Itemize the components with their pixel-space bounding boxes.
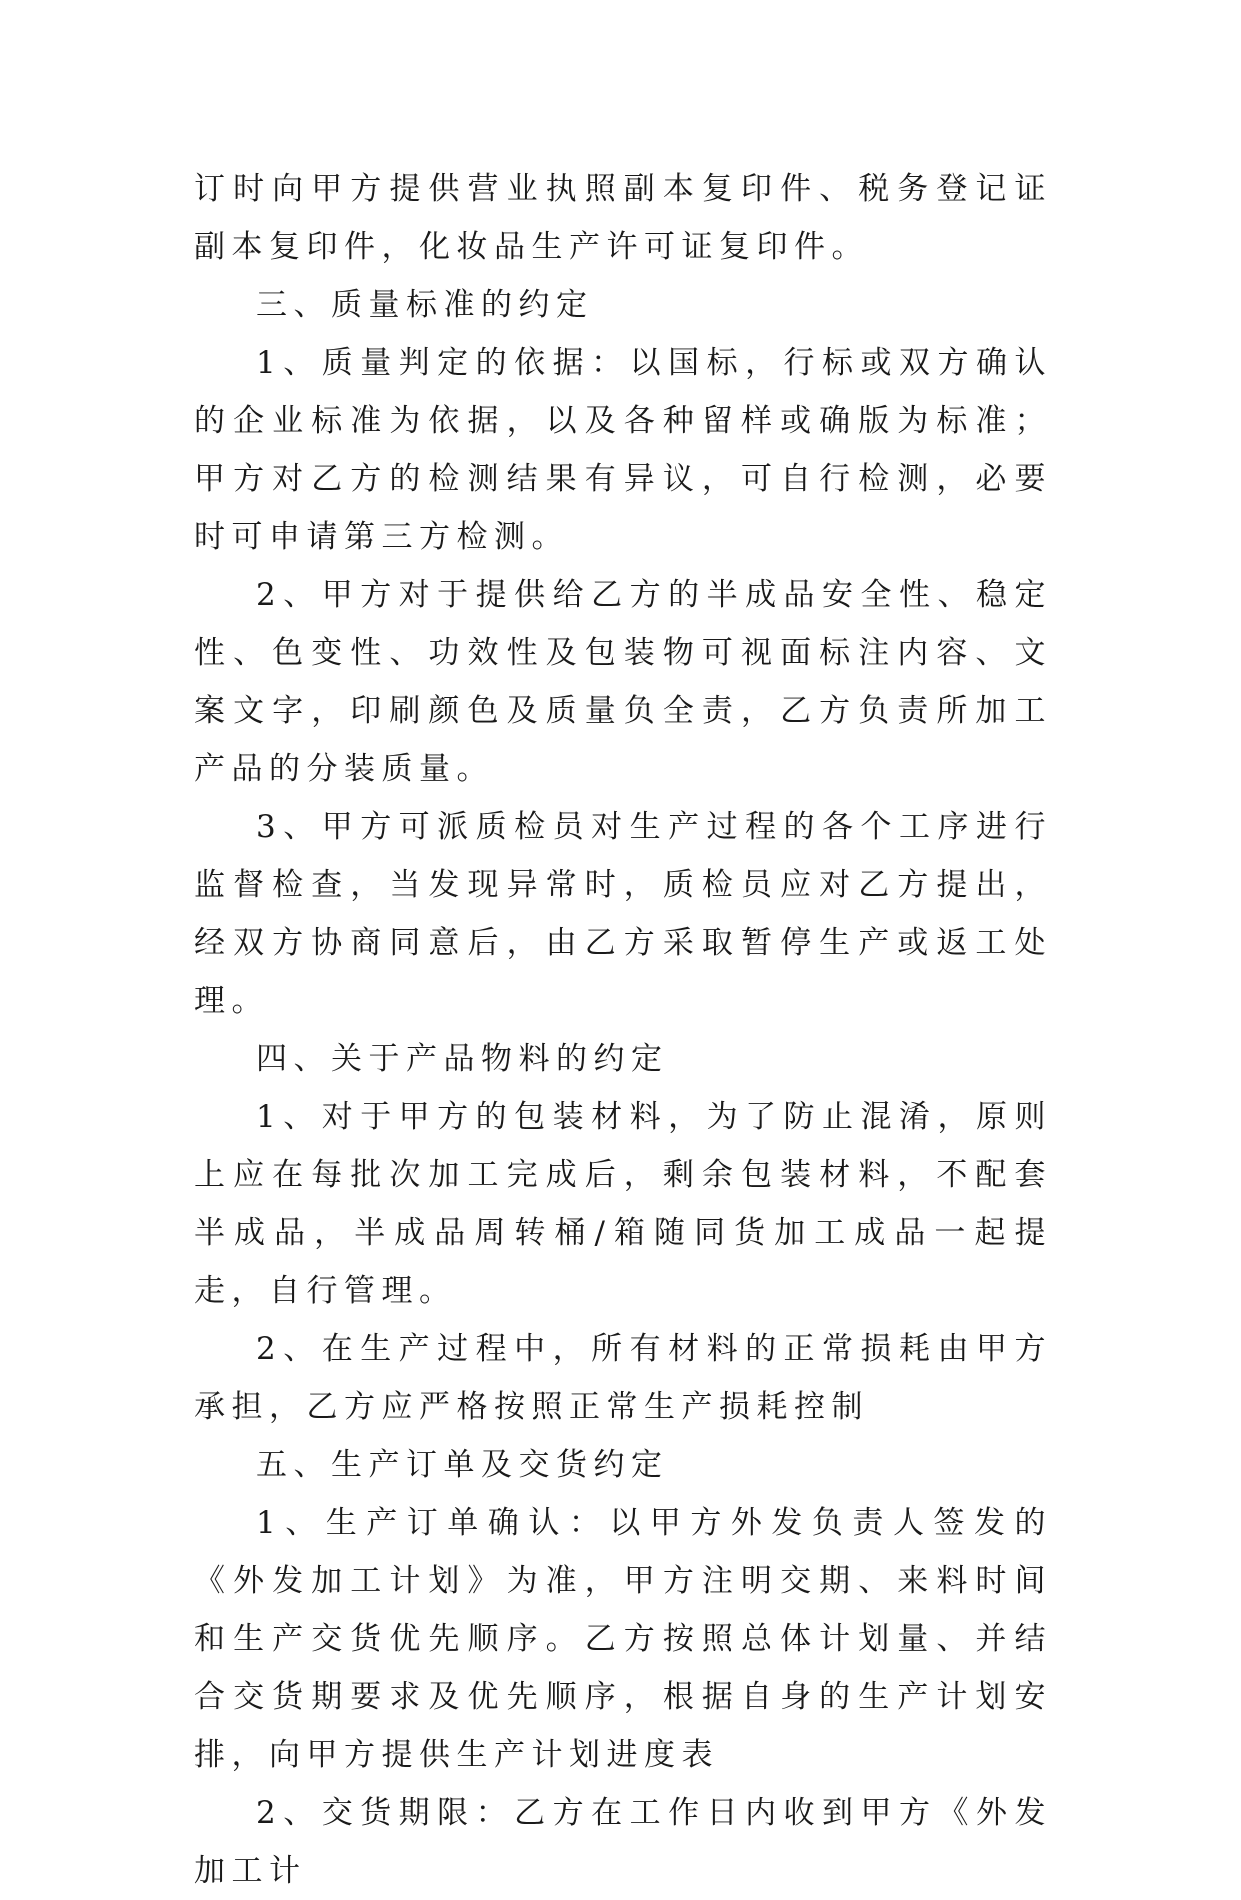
paragraph-quality-inspection: 3、甲方可派质检员对生产过程的各个工序进行监督检查，当发现异常时，质检员应对乙方提出，经双方协商同意后，由乙方采取暂停生产或返工处理。 <box>194 809 1052 1019</box>
paragraph-order-confirmation: 1、生产订单确认：以甲方外发负责人签发的《外发加工计划》为准，甲方注明交期、来料时间和生产交货优先顺序。乙方按照总体计划量、并结合交货期要求及优先顺序，根据自身的生产计划安排，向甲方提供生产计划进度表 <box>194 1505 1052 1773</box>
paragraph-material-loss: 2、在生产过程中，所有材料的正常损耗由甲方承担，乙方应严格按照正常生产损耗控制 <box>194 1331 1052 1425</box>
section-heading-orders-delivery: 五、生产订单及交货约定 <box>256 1447 669 1483</box>
section-heading-materials: 四、关于产品物料的约定 <box>256 1041 669 1077</box>
section-heading-quality-standards: 三、质量标准的约定 <box>256 287 594 323</box>
paragraph-packaging-materials: 1、对于甲方的包装材料，为了防止混淆，原则上应在每批次加工完成后，剩余包装材料，不配套半成品，半成品周转桶/箱随同货加工成品一起提走，自行管理。 <box>194 1099 1052 1309</box>
paragraph-quality-responsibility: 2、甲方对于提供给乙方的半成品安全性、稳定性、色变性、功效性及包装物可视面标注内容、文案文字，印刷颜色及质量负全责，乙方负责所加工产品的分装质量。 <box>194 577 1052 787</box>
paragraph-continuation: 订时向甲方提供营业执照副本复印件、税务登记证副本复印件，化妆品生产许可证复印件。 <box>194 171 1052 265</box>
paragraph-quality-basis: 1、质量判定的依据：以国标，行标或双方确认的企业标准为依据，以及各种留样或确版为标准；甲方对乙方的检测结果有异议，可自行检测，必要时可申请第三方检测。 <box>194 345 1052 555</box>
paragraph-delivery-deadline: 2、交货期限：乙方在工作日内收到甲方《外发加工计 <box>194 1795 1052 1889</box>
document-body <box>194 160 1052 1900</box>
